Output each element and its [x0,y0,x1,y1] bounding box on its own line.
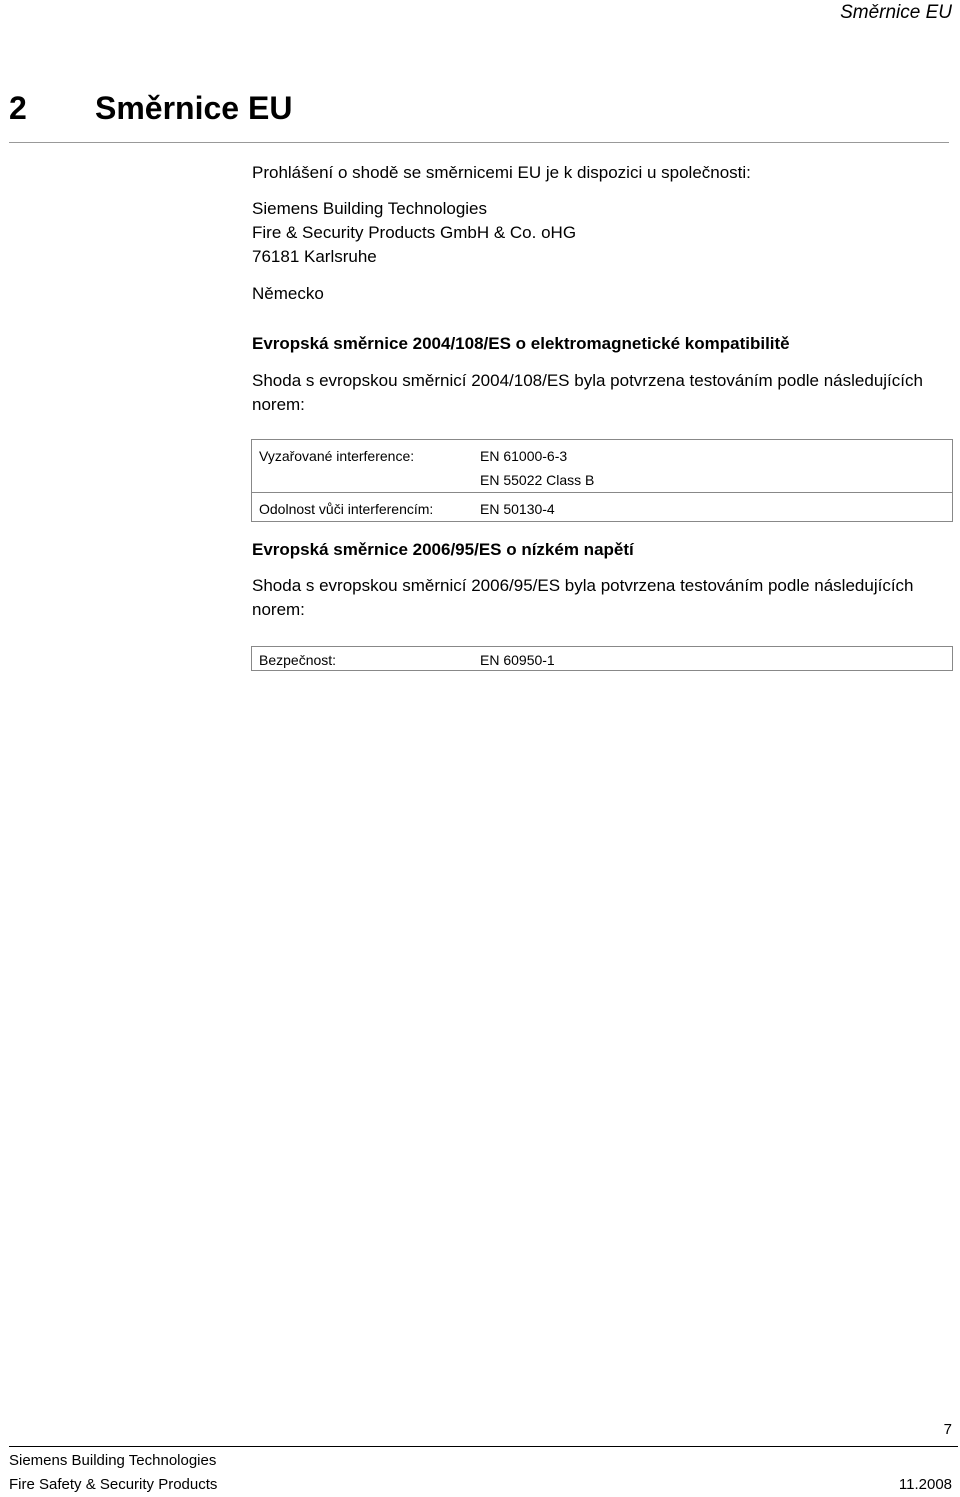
running-header-title: Směrnice EU [840,2,952,23]
standard-value: EN 50130-4 [480,501,555,517]
table-row [252,492,952,521]
standard-values [480,493,952,521]
title-divider [9,142,949,143]
table-row [252,647,952,670]
footer-division: Fire Safety & Security Products [9,1476,218,1493]
address-line-division: Fire & Security Products GmbH & Co. oHG [252,223,577,242]
lvd-directive-text: Shoda s evropskou směrnicí 2006/95/ES byla potvrzena testováním podle následujících norem: [252,576,914,619]
address-country: Německo [252,284,324,303]
table-row [252,440,952,492]
emc-directive-heading: Evropská směrnice 2004/108/ES o elektromagnetické kompatibilitě [252,334,790,353]
standard-value: EN 60950-1 [480,652,555,668]
standard-category-label: Vyzařované interference: [259,448,415,464]
standard-value: EN 61000-6-3 [480,448,568,464]
lvd-standards-table [251,646,953,671]
standard-category-label: Odolnost vůči interferencím: [259,501,434,517]
footer-date: 11.2008 [898,1476,952,1493]
standard-category-label: Bezpečnost: [259,652,337,668]
standard-value: EN 55022 Class B [480,472,595,488]
lvd-directive-heading: Evropská směrnice 2006/95/ES o nízkém napětí [252,540,634,559]
emc-directive-text: Shoda s evropskou směrnicí 2004/108/ES byla potvrzena testováním podle následujících norem: [252,371,923,414]
intro-paragraph: Prohlášení o shodě se směrnicemi EU je k dispozici u společnosti: [252,163,751,182]
chapter-heading [9,90,292,127]
chapter-number: 2 [9,90,27,126]
footer-divider [9,1446,958,1447]
company-address [252,197,952,269]
chapter-title: Směrnice EU [95,90,293,126]
emc-standards-table [251,439,953,522]
address-line-company: Siemens Building Technologies [252,199,488,218]
address-line-city: 76181 Karlsruhe [252,247,377,266]
footer-company: Siemens Building Technologies [9,1452,217,1469]
standard-values [480,440,952,492]
standard-values [480,647,952,670]
page-number: 7 [943,1421,952,1438]
